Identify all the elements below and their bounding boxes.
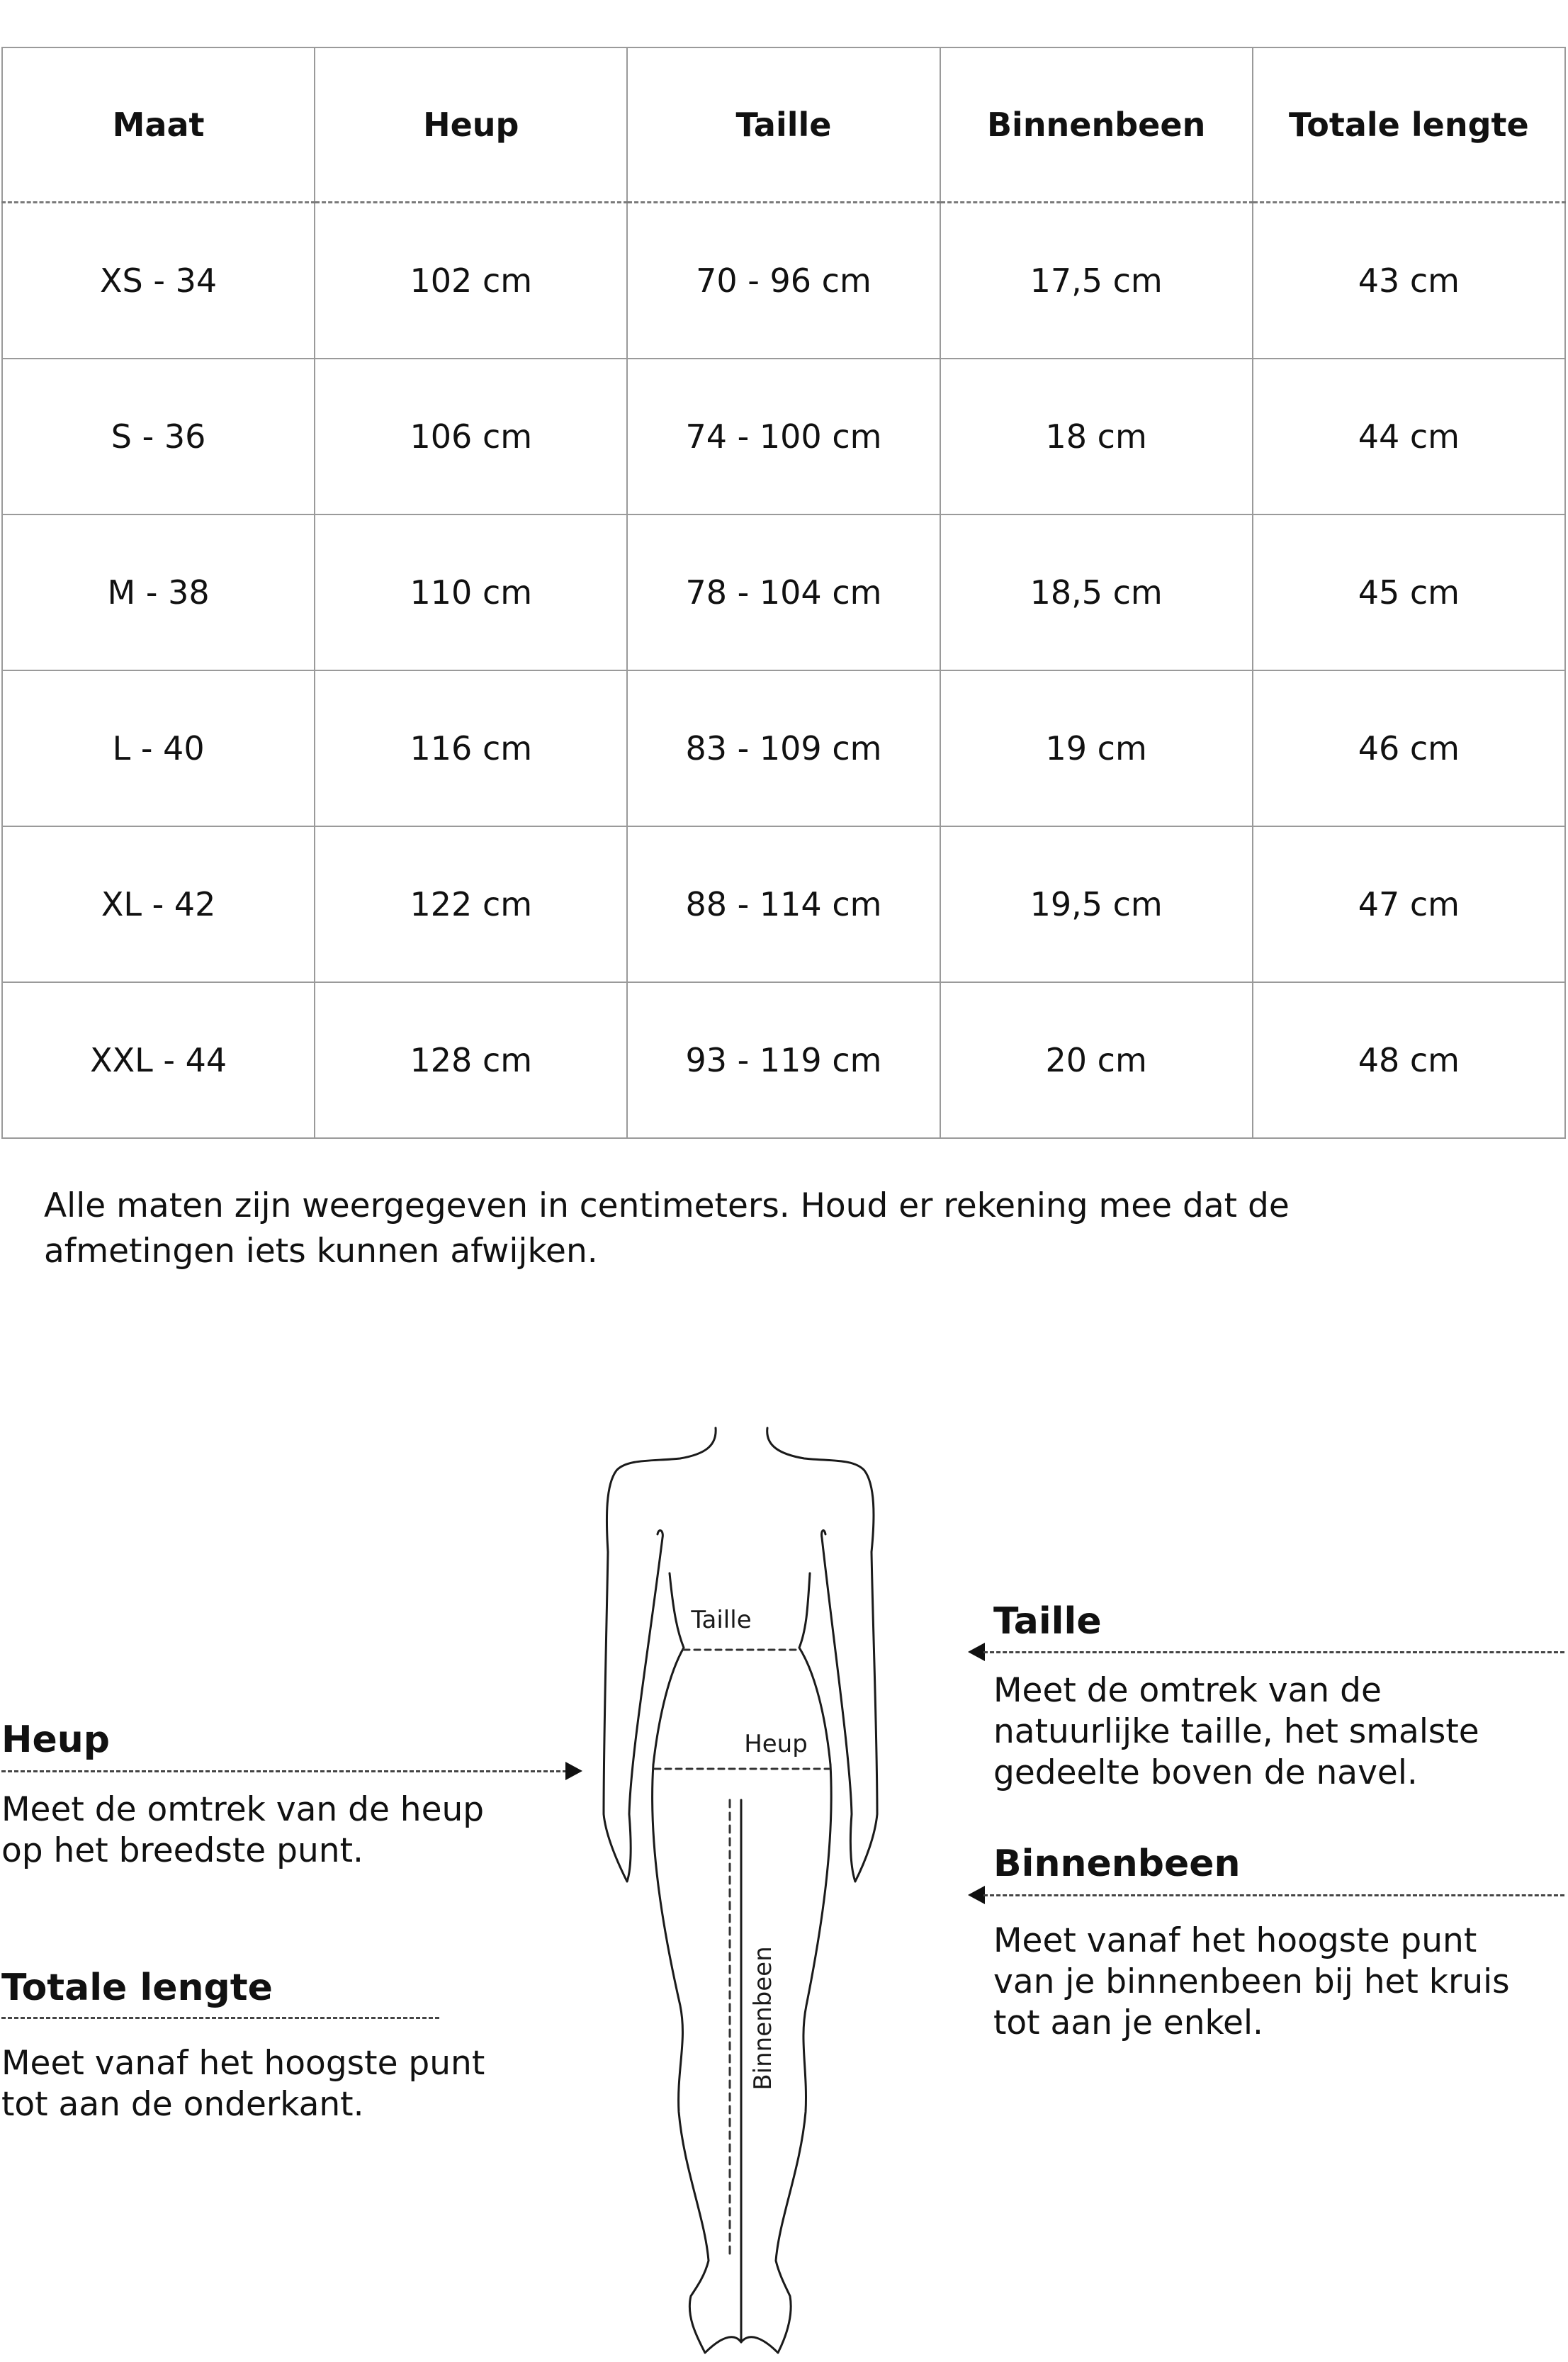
- table-cell: 128 cm: [315, 982, 627, 1138]
- column-header: Maat: [2, 47, 315, 203]
- figure-outline-right-shoulder: [767, 1428, 874, 1552]
- table-cell: XL - 42: [2, 826, 315, 982]
- figure-outline-left-shoulder: [607, 1428, 716, 1552]
- table-cell: 17,5 cm: [940, 203, 1253, 359]
- table-cell: 19,5 cm: [940, 826, 1253, 982]
- table-cell: XS - 34: [2, 203, 315, 359]
- table-cell: XXL - 44: [2, 982, 315, 1138]
- binnenbeen-text-line: van je binnenbeen bij het kruis: [993, 1962, 1510, 2001]
- table-row: [2, 670, 1565, 826]
- table-row: [2, 982, 1565, 1138]
- arrow-left-icon: [968, 1886, 985, 1904]
- size-table: [1, 47, 1566, 1139]
- table-cell: L - 40: [2, 670, 315, 826]
- figure-label-binnenbeen: Binnenbeen: [749, 1946, 777, 2091]
- table-cell: 102 cm: [315, 203, 627, 359]
- column-header: Taille: [627, 47, 940, 203]
- table-cell: 19 cm: [940, 670, 1253, 826]
- taille-description: [993, 1670, 1479, 1794]
- heup-dashed-line: [1, 1770, 567, 1772]
- binnenbeen-heading: Binnenbeen: [993, 1843, 1241, 1885]
- table-header-row: [2, 47, 1565, 203]
- figure-outline-left-torso: [653, 1573, 684, 1765]
- binnenbeen-text-line: tot aan je enkel.: [993, 2003, 1263, 2042]
- binnenbeen-text-line: Meet vanaf het hoogste punt: [993, 1921, 1477, 1960]
- column-header: Binnenbeen: [940, 47, 1253, 203]
- taille-dashed-line: [983, 1651, 1564, 1653]
- table-cell: 78 - 104 cm: [627, 514, 940, 670]
- table-cell: 106 cm: [315, 359, 627, 514]
- column-header: Heup: [315, 47, 627, 203]
- table-cell: 93 - 119 cm: [627, 982, 940, 1138]
- heup-text-line: op het breedste punt.: [1, 1831, 363, 1870]
- binnenbeen-dashed-line: [983, 1894, 1564, 1896]
- heup-description: [1, 1789, 484, 1872]
- note-line: Alle maten zijn weergegeven in centimeters. Houd er rekening mee dat de: [44, 1186, 1290, 1225]
- taille-text-line: natuurlijke taille, het smalste: [993, 1712, 1479, 1751]
- table-cell: S - 36: [2, 359, 315, 514]
- table-row: [2, 826, 1565, 982]
- table-cell: 122 cm: [315, 826, 627, 982]
- table-cell: 74 - 100 cm: [627, 359, 940, 514]
- table-cell: 116 cm: [315, 670, 627, 826]
- totale-lengte-description: [1, 2043, 485, 2125]
- taille-text-line: Meet de omtrek van de: [993, 1671, 1382, 1710]
- totale-lengte-text-line: Meet vanaf het hoogste punt: [1, 2044, 485, 2083]
- taille-text-line: gedeelte boven de navel.: [993, 1753, 1418, 1792]
- table-cell: 70 - 96 cm: [627, 203, 940, 359]
- table-cell: 110 cm: [315, 514, 627, 670]
- measurement-note: [44, 1183, 1489, 1274]
- column-header: Totale lengte: [1253, 47, 1565, 203]
- table-cell: 46 cm: [1253, 670, 1565, 826]
- totale-lengte-text-line: tot aan de onderkant.: [1, 2085, 364, 2124]
- body-figure-illustration: [581, 1414, 893, 2362]
- table-cell: 44 cm: [1253, 359, 1565, 514]
- table-cell: 43 cm: [1253, 203, 1565, 359]
- table-cell: 18,5 cm: [940, 514, 1253, 670]
- totale-lengte-heading: Totale lengte: [1, 1967, 273, 2009]
- table-cell: 83 - 109 cm: [627, 670, 940, 826]
- totale-lengte-dashed-line: [1, 2017, 439, 2019]
- table-row: [2, 203, 1565, 359]
- heup-text-line: Meet de omtrek van de heup: [1, 1790, 485, 1829]
- table-row: [2, 359, 1565, 514]
- figure-label-taille: Taille: [691, 1606, 752, 1634]
- table-cell: 48 cm: [1253, 982, 1565, 1138]
- table-cell: 47 cm: [1253, 826, 1565, 982]
- table-cell: 18 cm: [940, 359, 1253, 514]
- table-cell: M - 38: [2, 514, 315, 670]
- binnenbeen-description: [993, 1920, 1510, 2044]
- table-cell: 45 cm: [1253, 514, 1565, 670]
- figure-outline-left-leg: [653, 1765, 741, 2353]
- figure-label-heup: Heup: [744, 1730, 808, 1758]
- table-cell: 88 - 114 cm: [627, 826, 940, 982]
- table-row: [2, 514, 1565, 670]
- table-cell: 20 cm: [940, 982, 1253, 1138]
- heup-heading: Heup: [1, 1719, 111, 1761]
- arrow-left-icon: [968, 1643, 985, 1661]
- arrow-right-icon: [565, 1762, 582, 1780]
- note-line: afmetingen iets kunnen afwijken.: [44, 1232, 598, 1271]
- taille-heading: Taille: [993, 1600, 1102, 1643]
